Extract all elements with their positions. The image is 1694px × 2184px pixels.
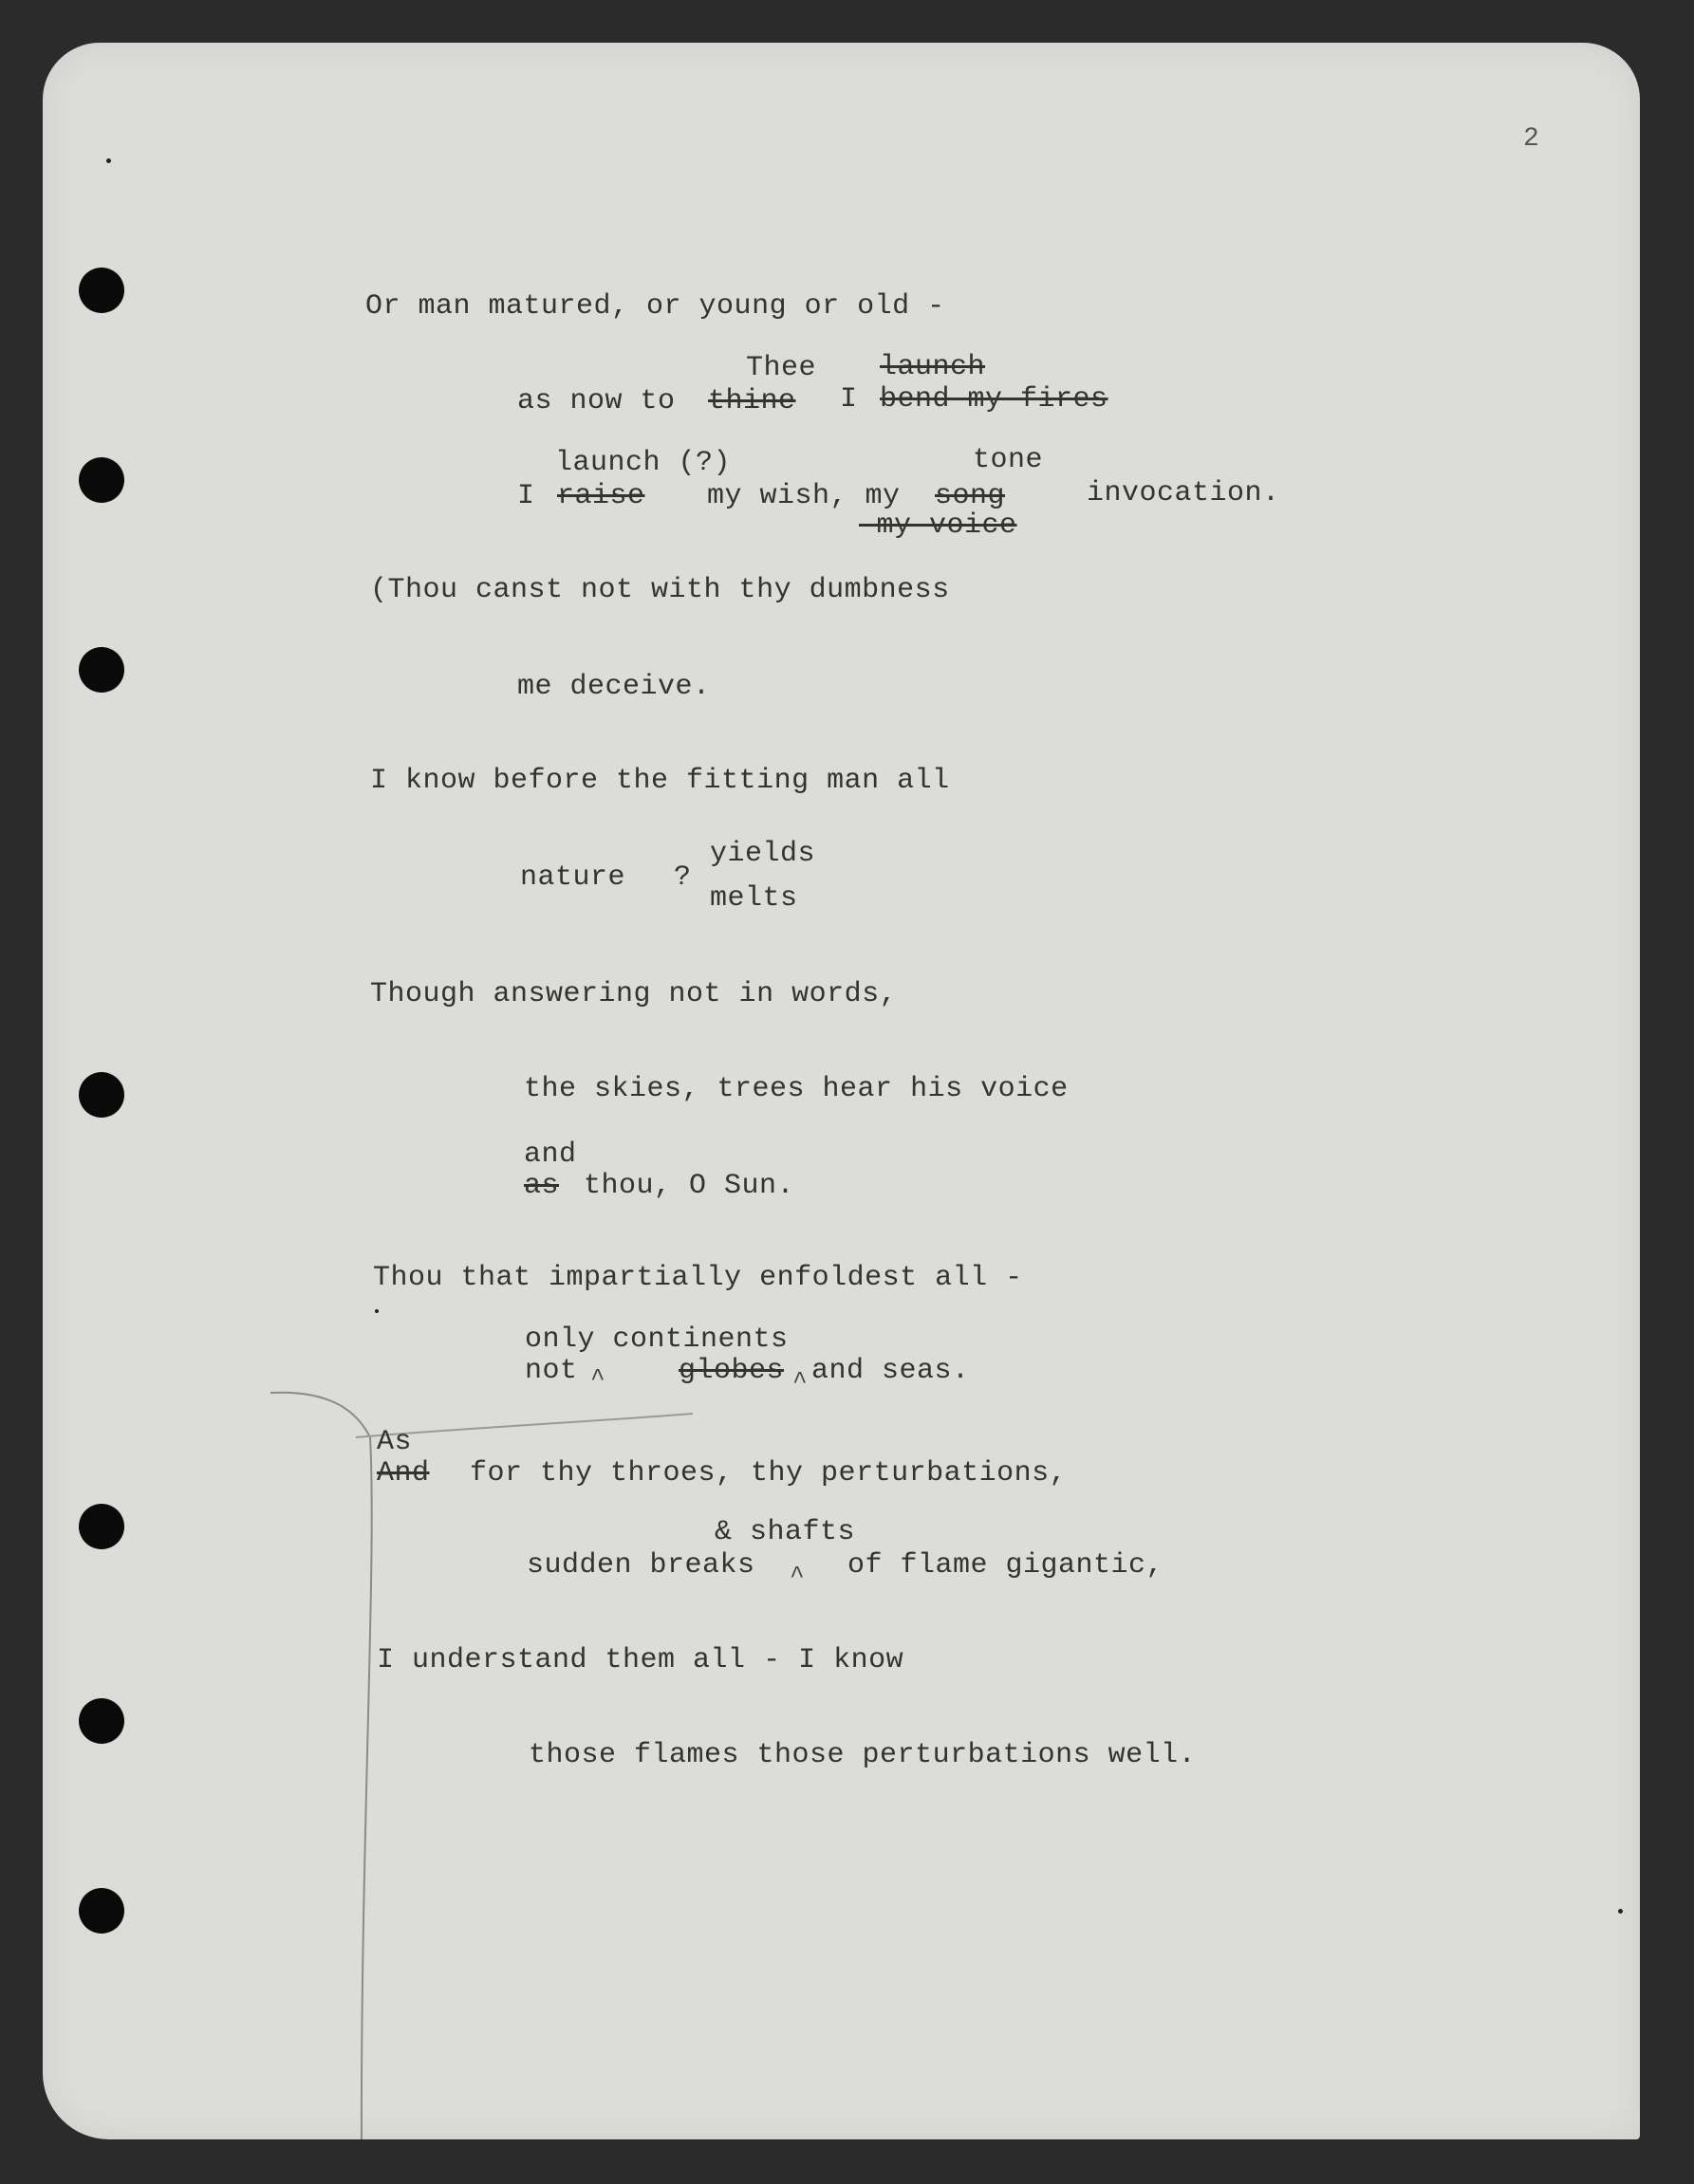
text-line: of flame gigantic, xyxy=(847,1549,1164,1582)
page-number: 2 xyxy=(1523,124,1540,154)
text-line: Though answering not in words, xyxy=(370,978,898,1010)
text-line: invocation. xyxy=(1087,477,1280,509)
text-line: Thou that impartially enfoldest all - xyxy=(373,1262,1023,1294)
struck-text: raise xyxy=(557,480,645,512)
struck-text: bend my fires xyxy=(880,383,1108,416)
interlinear-insertion: and xyxy=(524,1138,577,1171)
interlinear-insertion: As xyxy=(377,1426,413,1458)
text-line: nature xyxy=(520,861,626,894)
question-mark: ? xyxy=(674,861,692,894)
text-line: the skies, trees hear his voice xyxy=(524,1073,1069,1105)
struck-text: -my-voice xyxy=(859,509,1017,542)
text-line: I xyxy=(517,480,535,512)
struck-text: as xyxy=(524,1170,560,1202)
manuscript-page xyxy=(43,43,1640,2139)
interlinear-insertion: launch (?) xyxy=(555,447,732,479)
struck-insertion: launch xyxy=(880,351,986,383)
text-line: thou, O Sun. xyxy=(584,1170,795,1202)
struck-text: thine xyxy=(708,385,796,417)
text-line: Or man matured, or young or old - xyxy=(365,290,945,323)
alternate-word: yields xyxy=(710,838,816,870)
interlinear-insertion: only continents xyxy=(525,1323,789,1356)
text-line: those flames those perturbations well. xyxy=(529,1739,1197,1771)
text-line: sudden breaks xyxy=(527,1549,755,1582)
text-line: my wish, my xyxy=(707,480,901,512)
caret-mark: ^ xyxy=(590,1364,605,1393)
interlinear-insertion: Thee xyxy=(746,352,817,384)
struck-text: globes xyxy=(679,1355,785,1387)
text-line: I understand them all - I know xyxy=(377,1644,904,1676)
caret-mark: ^ xyxy=(792,1367,808,1396)
struck-text: song xyxy=(935,480,1006,512)
interlinear-insertion: & shafts xyxy=(715,1516,856,1548)
text-line: and seas. xyxy=(811,1355,970,1387)
text-line: (Thou canst not with thy dumbness xyxy=(370,574,950,606)
text-line: I xyxy=(840,383,858,416)
text-line: for thy throes, thy perturbations, xyxy=(470,1457,1068,1490)
interlinear-insertion: tone xyxy=(973,444,1044,476)
alternate-word: melts xyxy=(710,882,798,915)
caret-mark: ^ xyxy=(790,1562,805,1590)
text-line: not xyxy=(525,1355,578,1387)
text-line: I know before the fitting man all xyxy=(370,765,950,797)
text-line: as now to xyxy=(517,385,676,417)
text-line: me deceive. xyxy=(517,671,711,703)
struck-text: And xyxy=(377,1457,430,1490)
